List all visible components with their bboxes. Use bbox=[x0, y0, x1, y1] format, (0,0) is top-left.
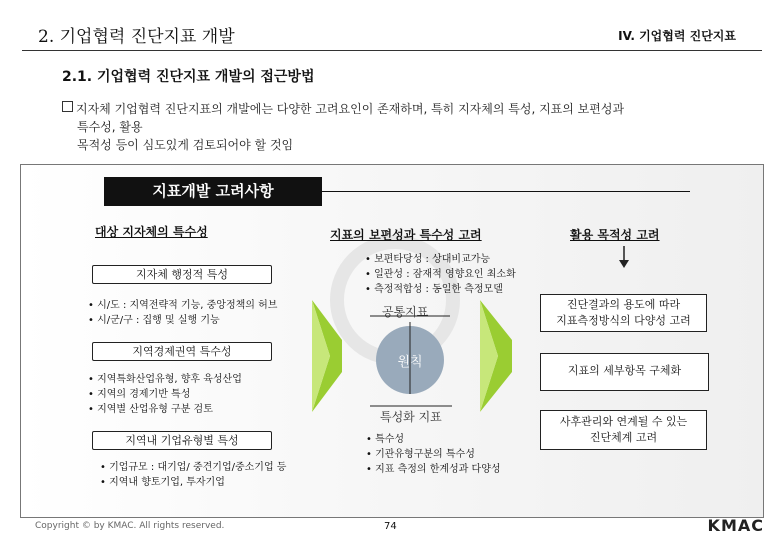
middle-column-heading: 지표의 보편성과 특수성 고려 bbox=[330, 228, 482, 242]
admin-traits-item: • 시/군/구 : 집행 및 실행 기능 bbox=[88, 315, 220, 326]
copyright-text: Copyright © by KMAC. All rights reserved. bbox=[35, 521, 225, 531]
company-type-item: • 기업규모 : 대기업/ 중견기업/중소기업 등 bbox=[100, 462, 287, 473]
company-type-item: • 지역내 향토기업, 투자기업 bbox=[100, 477, 225, 488]
universal-item: • 측정적합성 : 동일한 측정모델 bbox=[365, 284, 503, 295]
econ-region-item: • 지역별 산업유형 구분 검토 bbox=[88, 404, 213, 415]
universal-item: • 보편타당성 : 상대비교가능 bbox=[365, 254, 491, 265]
kmac-logo: KMAC bbox=[707, 516, 764, 535]
company-type-label: 지역내 기업유형별 특성 bbox=[92, 431, 272, 450]
page-number: 74 bbox=[384, 521, 397, 532]
special-item: • 특수성 bbox=[366, 434, 405, 445]
econ-region-label: 지역경제권역 특수성 bbox=[92, 342, 272, 361]
special-indicator-label: 특성화 지표 bbox=[380, 410, 442, 424]
admin-traits-label: 지자체 행정적 특성 bbox=[92, 265, 272, 284]
intro-line-1: 지자체 기업협력 진단지표의 개발에는 다양한 고려요인이 존재하며, 특히 지자체의 특성, 지표의 보편성과 bbox=[76, 102, 625, 116]
econ-region-item: • 지역특화산업유형, 향후 육성산업 bbox=[88, 374, 242, 385]
intro-line-2: 특수성, 활용 bbox=[77, 120, 143, 134]
admin-traits-item: • 시/도 : 지역전략적 기능, 중앙정책의 허브 bbox=[88, 300, 278, 311]
left-column-heading: 대상 지자체의 특수성 bbox=[95, 225, 208, 239]
right-arrow-head bbox=[619, 260, 629, 268]
right-column-heading: 활용 목적성 고려 bbox=[570, 228, 660, 242]
special-item: • 기관유형구분의 특수성 bbox=[366, 449, 475, 460]
special-item: • 지표 측정의 한계성과 다양성 bbox=[366, 464, 501, 475]
section-header: 2. 기업협력 진단지표 개발 bbox=[38, 27, 235, 47]
panel-title: 지표개발 고려사항 bbox=[104, 177, 322, 206]
universal-item: • 일관성 : 잠재적 영향요인 최소화 bbox=[365, 269, 516, 280]
page-title: 2.1. 기업협력 진단지표 개발의 접근방법 bbox=[62, 69, 315, 85]
principle-label: 원칙 bbox=[397, 355, 423, 370]
purpose-box-usage: 진단결과의 용도에 따라 지표측정방식의 다양성 고려 bbox=[540, 294, 707, 332]
econ-region-item: • 지역의 경제기반 특성 bbox=[88, 389, 191, 400]
chapter-header: IV. 기업협력 진단지표 bbox=[618, 29, 736, 43]
intro-line-3: 목적성 등이 심도있게 검토되어야 할 것임 bbox=[77, 138, 294, 152]
panel-title-rule bbox=[322, 191, 690, 192]
purpose-box-followup: 사후관리와 연계될 수 있는 진단체계 고려 bbox=[540, 410, 707, 450]
purpose-box-detail: 지표의 세부항목 구체화 bbox=[540, 353, 709, 391]
common-indicator-label: 공통지표 bbox=[382, 305, 429, 319]
